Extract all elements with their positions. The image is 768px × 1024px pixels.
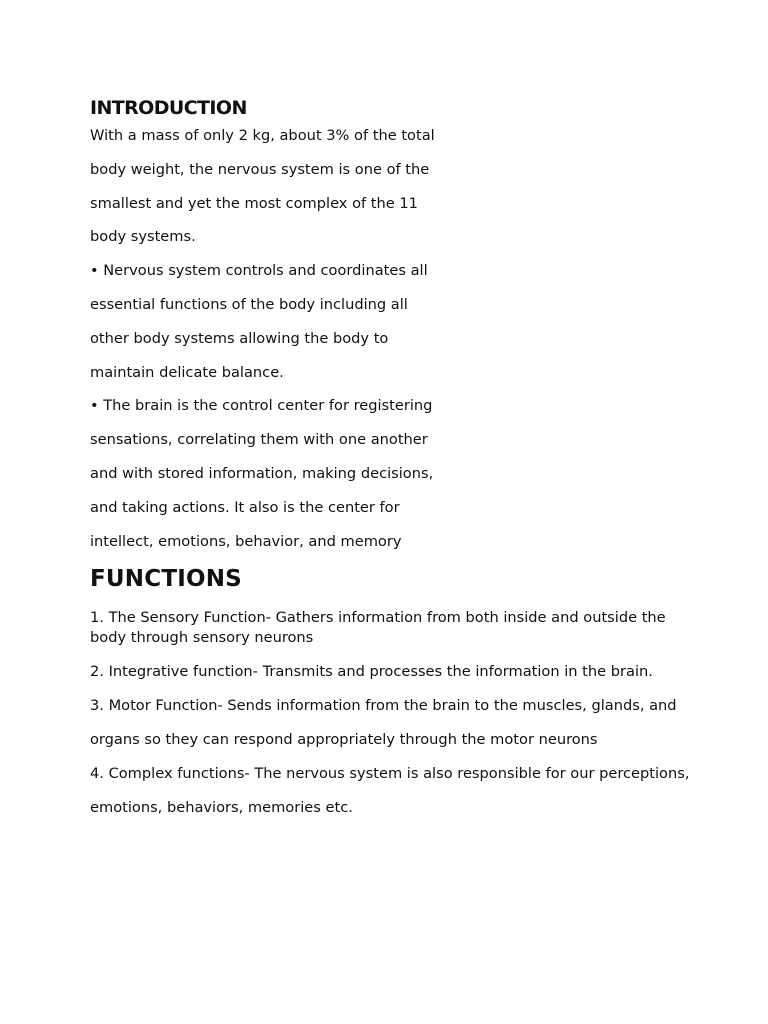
introduction-line: smallest and yet the most complex of the 11 (90, 194, 418, 212)
introduction-heading: INTRODUCTION (90, 97, 247, 119)
introduction-line: With a mass of only 2 kg, about 3% of the total (90, 127, 435, 144)
introduction-bullet-line: • The brain is the control center for registering (90, 397, 433, 415)
function-paragraph: organs so they can respond appropriately through the motor neurons (90, 731, 598, 749)
introduction-line: and taking actions. It also is the center for (90, 498, 400, 516)
introduction-section (90, 126, 690, 552)
introduction-line: intellect, emotions, behavior, and memory (90, 532, 402, 550)
function-paragraph: emotions, behaviors, memories etc. (90, 799, 353, 817)
functions-section (90, 608, 690, 818)
introduction-line: and with stored information, making decisions, (90, 464, 434, 482)
introduction-line: sensations, correlating them with one another (90, 431, 428, 449)
function-paragraph: 2. Integrative function- Transmits and processes the information in the brain. (90, 663, 653, 681)
introduction-line: maintain delicate balance. (90, 363, 284, 381)
document-body (90, 96, 690, 832)
introduction-line: essential functions of the body including all (90, 295, 408, 313)
function-paragraph: 1. The Sensory Function- Gathers information from both inside and outside the body through sensory neurons (90, 609, 666, 647)
introduction-line: body weight, the nervous system is one of the (90, 160, 430, 178)
introduction-line: other body systems allowing the body to (90, 329, 389, 347)
function-paragraph: 3. Motor Function- Sends information from the brain to the muscles, glands, and (90, 697, 677, 715)
function-paragraph: 4. Complex functions- The nervous system is also responsible for our perceptions, (90, 765, 690, 783)
functions-heading: FUNCTIONS (90, 566, 242, 593)
introduction-line: body systems. (90, 228, 196, 246)
introduction-bullet-line: • Nervous system controls and coordinates all (90, 262, 428, 280)
